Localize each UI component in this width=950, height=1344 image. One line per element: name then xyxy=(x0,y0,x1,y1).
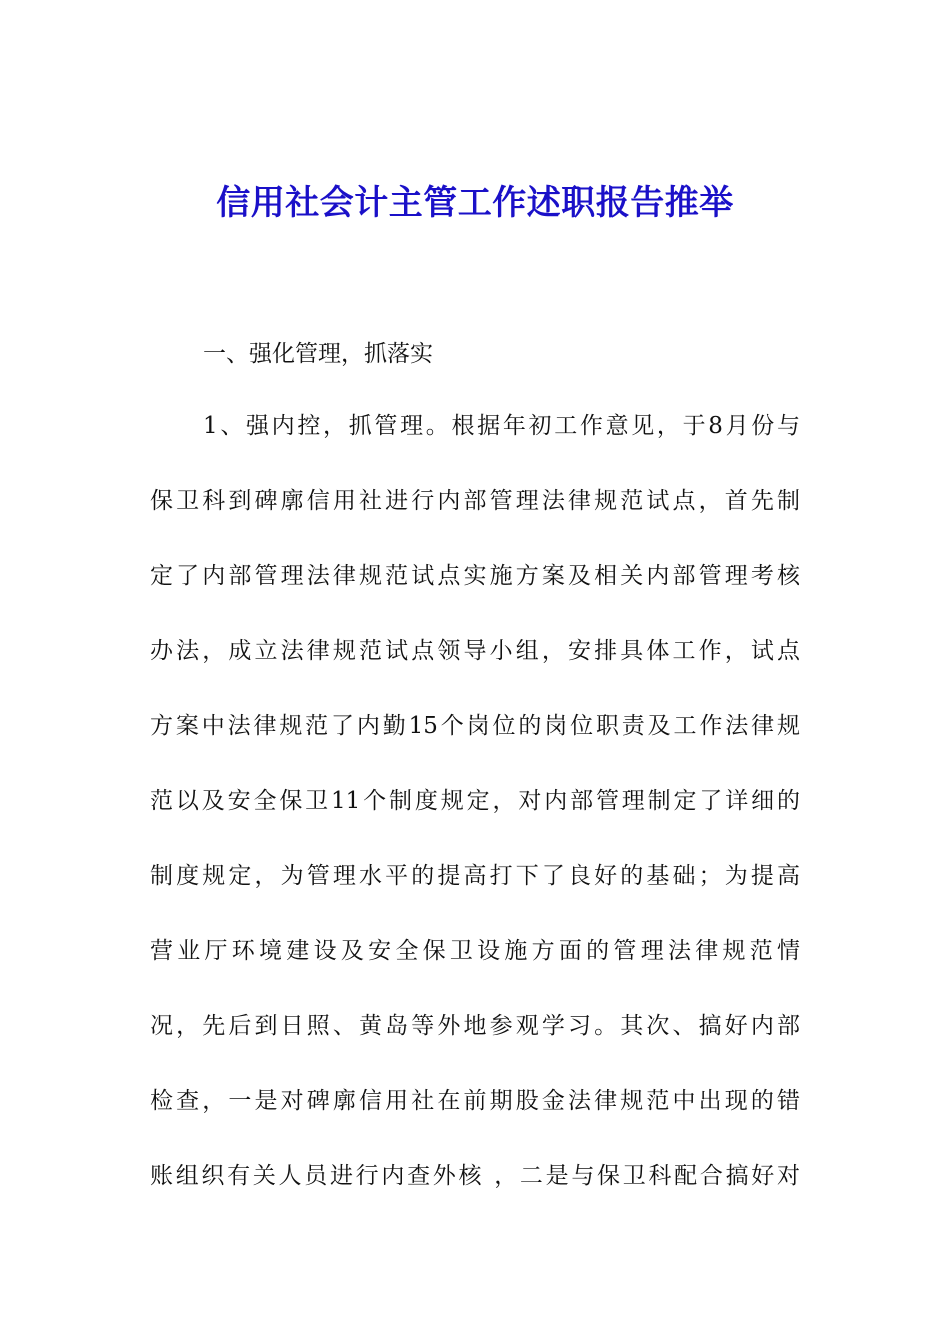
document-title: 信用社会计主管工作述职报告推举 xyxy=(216,183,734,223)
body-paragraph xyxy=(150,408,800,1233)
paragraph-line: 范以及安全保卫11个制度规定，对内部管理制定了详细的 xyxy=(150,788,800,814)
paragraph-line: 账组织有关人员进行内查外核 ，二是与保卫科配合搞好对 xyxy=(150,1163,800,1189)
section-heading: 一、强化管理，抓落实 xyxy=(203,341,433,367)
paragraph-line: 制度规定，为管理水平的提高打下了良好的基础；为提高 xyxy=(150,863,800,889)
paragraph-line: 方案中法律规范了内勤15个岗位的岗位职责及工作法律规 xyxy=(150,713,800,739)
paragraph-line: 办法，成立法律规范试点领导小组，安排具体工作，试点 xyxy=(150,638,800,664)
paragraph-line: 保卫科到碑廓信用社进行内部管理法律规范试点，首先制 xyxy=(150,488,800,514)
paragraph-line: 营业厅环境建设及安全保卫设施方面的管理法律规范情 xyxy=(150,938,800,964)
paragraph-line: 况，先后到日照、黄岛等外地参观学习。其次、搞好内部 xyxy=(150,1013,800,1039)
paragraph-line: 检查，一是对碑廓信用社在前期股金法律规范中出现的错 xyxy=(150,1088,800,1114)
paragraph-line: 定了内部管理法律规范试点实施方案及相关内部管理考核 xyxy=(150,563,800,589)
paragraph-line: 1、强内控，抓管理。根据年初工作意见，于8月份与 xyxy=(203,413,800,439)
